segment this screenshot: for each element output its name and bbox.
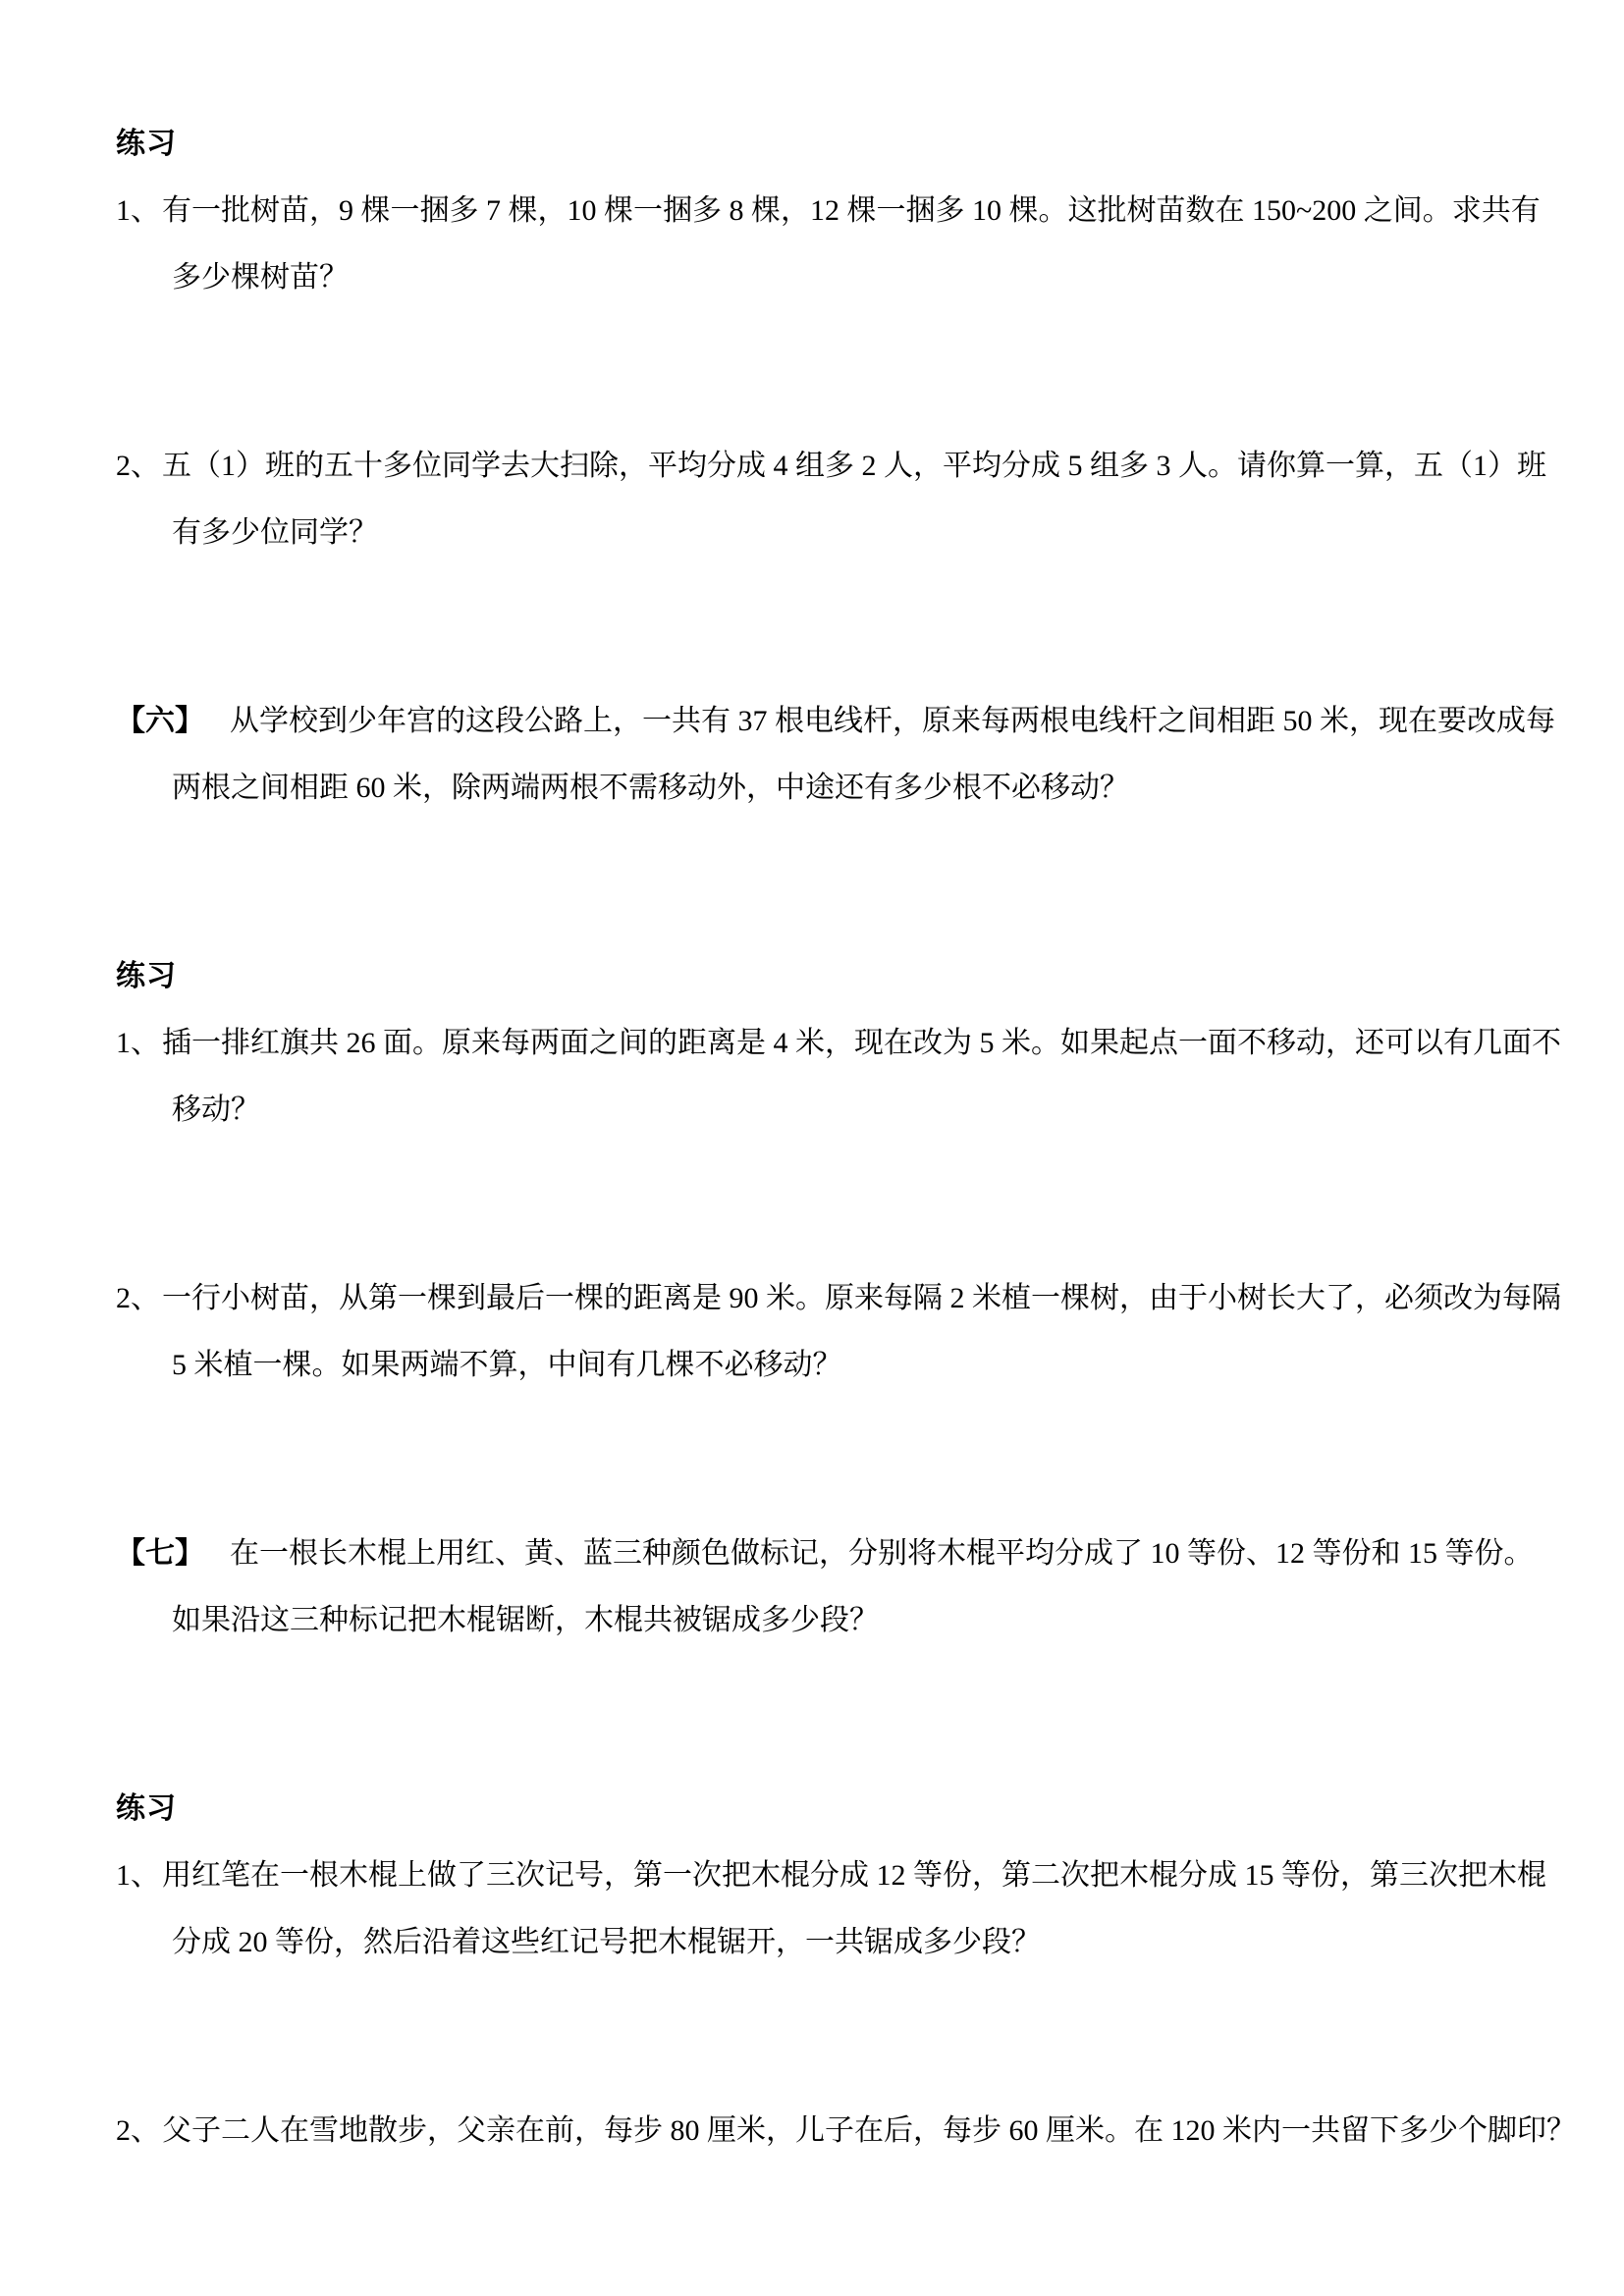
problem-line: 分成 20 等份，然后沿着这些红记号把木棍锯开，一共锯成多少段？ (172, 1926, 1041, 1958)
problem-item (116, 433, 1546, 566)
problem-item (116, 178, 1541, 311)
problem-line (116, 1842, 1546, 1909)
problem-number: 2、 (116, 450, 160, 482)
problem-item (116, 1010, 1561, 1144)
problem-text: 父子二人在雪地散步，父亲在前，每步 80 厘米，儿子在后，每步 60 厘米。在 120 米内一共留下多少个脚印？ (162, 2114, 1576, 2147)
example-text: 从学校到少年宫的这段公路上，一共有 37 根电线杆，原来每两根电线杆之间相距 50 米，现在要改成每 (230, 705, 1555, 737)
example-line (116, 1521, 1534, 1587)
problem-line: 多少棵树苗？ (172, 261, 349, 294)
problem-text: 一行小树苗，从第一棵到最后一棵的距离是 90 米。原来每隔 2 米植一棵树，由于小树长大了，必须改为每隔 (162, 1282, 1561, 1314)
problem-number: 1、 (116, 194, 160, 227)
problem-number: 1、 (116, 1027, 160, 1059)
problem-line (116, 2098, 1576, 2164)
example-line: 两根之间相距 60 米，除两端两根不需移动外，中途还有多少根不必移动？ (172, 772, 1129, 804)
example-problem (116, 688, 1555, 822)
problem-line: 5 米植一棵。如果两端不算，中间有几棵不必移动？ (172, 1349, 842, 1381)
problem-line (116, 178, 1541, 244)
problem-text: 插一排红旗共 26 面。原来每两面之间的距离是 4 米，现在改为 5 米。如果起点一面不移动，还可以有几面不 (162, 1027, 1561, 1059)
problem-item (116, 1265, 1561, 1399)
problem-number: 2、 (116, 1282, 160, 1314)
example-problem (116, 1521, 1534, 1654)
problem-text: 用红笔在一根木棍上做了三次记号，第一次把木棍分成 12 等份，第二次把木棍分成 15 等份，第三次把木棍 (162, 1859, 1546, 1892)
problem-line: 有多少位同学？ (172, 516, 378, 549)
section-heading: 练习 (116, 128, 177, 160)
problem-line (116, 433, 1546, 500)
example-label: 【七】 (116, 1537, 204, 1570)
problem-line (116, 1265, 1561, 1332)
problem-number: 1、 (116, 1859, 160, 1892)
problem-item (116, 1842, 1546, 1976)
problem-text: 有一批树苗，9 棵一捆多 7 棵，10 棵一捆多 8 棵，12 棵一捆多 10 棵。这批树苗数在 150~200 之间。求共有 (162, 194, 1541, 227)
example-text: 在一根长木棍上用红、黄、蓝三种颜色做标记，分别将木棍平均分成了 10 等份、12 等份和 15 等份。 (230, 1537, 1534, 1570)
section-heading: 练习 (116, 960, 177, 992)
problem-text: 五（1）班的五十多位同学去大扫除，平均分成 4 组多 2 人，平均分成 5 组多 3 人。请你算一算，五（1）班 (162, 450, 1546, 482)
example-label: 【六】 (116, 705, 204, 737)
example-line: 如果沿这三种标记把木棍锯断，木棍共被锯成多少段？ (172, 1604, 879, 1636)
problem-number: 2、 (116, 2114, 160, 2147)
section-heading: 练习 (116, 1792, 177, 1825)
problem-item (116, 2098, 1576, 2164)
example-line (116, 688, 1555, 755)
problem-line: 移动？ (172, 1094, 260, 1126)
problem-line (116, 1010, 1561, 1077)
